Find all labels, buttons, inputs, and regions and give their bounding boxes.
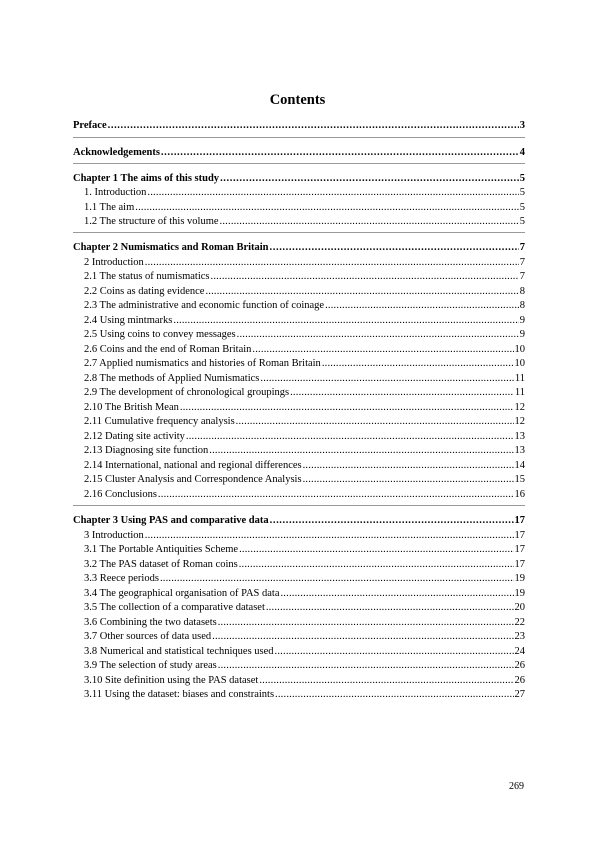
toc-chapter-entry[interactable] — [73, 241, 525, 254]
toc-entry-label: 2.16 Conclusions — [84, 489, 157, 500]
toc-dot-leader — [205, 285, 518, 298]
toc-entry-page: 11 — [514, 387, 525, 398]
toc-dot-leader — [270, 241, 519, 254]
toc-section-entry[interactable] — [73, 659, 525, 672]
toc-dot-leader — [108, 119, 519, 132]
toc-entry-page: 9 — [519, 329, 525, 340]
toc-entry-label: 3.9 The selection of study areas — [84, 660, 217, 671]
toc-section-entry[interactable] — [73, 386, 525, 399]
section-divider — [73, 137, 525, 138]
toc-chapter-entry[interactable] — [73, 514, 525, 527]
toc-entry-label: 2.6 Coins and the end of Roman Britain — [84, 344, 252, 355]
toc-entry-label: 3.2 The PAS dataset of Roman coins — [84, 559, 238, 570]
toc-section-entry[interactable] — [73, 616, 525, 629]
toc-entry-label: 2.1 The status of numismatics — [84, 271, 210, 282]
toc-dot-leader — [173, 314, 518, 327]
toc-dot-leader — [237, 328, 519, 341]
toc-entry-label: 2.14 International, national and regional differences — [84, 460, 302, 471]
toc-dot-leader — [220, 215, 519, 228]
toc-section-entry[interactable] — [73, 543, 525, 556]
toc-dot-leader — [211, 270, 519, 283]
section-divider — [73, 163, 525, 164]
toc-entry-page: 5 — [519, 216, 525, 227]
toc-dot-leader — [322, 357, 514, 370]
toc-section-entry[interactable] — [73, 674, 525, 687]
toc-dot-leader — [147, 186, 518, 199]
toc-entry-label: 2.3 The administrative and economic function of coinage — [84, 300, 325, 311]
toc-entry-page: 11 — [514, 373, 525, 384]
toc-section-entry[interactable] — [73, 601, 525, 614]
toc-entry-label: 2.7 Applied numismatics and histories of Roman Britain — [84, 358, 321, 369]
toc-section-entry[interactable] — [73, 372, 525, 385]
toc-dot-leader — [158, 488, 514, 501]
toc-entry-page: 5 — [519, 202, 525, 213]
toc-entry-label: 2.13 Diagnosing site function — [84, 445, 209, 456]
toc-entry-page: 26 — [514, 660, 525, 671]
toc-section-entry[interactable] — [73, 558, 525, 571]
toc-entry-label: 3 Introduction — [84, 530, 144, 541]
toc-entry-label: 3.1 The Portable Antiquities Scheme — [84, 544, 239, 555]
toc-entry-label: 3.10 Site definition using the PAS dataset — [84, 675, 259, 686]
toc-dot-leader — [303, 473, 514, 486]
toc-entry-page: 8 — [519, 286, 525, 297]
toc-entry-label: 2.10 The British Mean — [84, 402, 179, 413]
toc-entry-label: 2.11 Cumulative frequency analysis — [84, 416, 235, 427]
toc-section-entry[interactable] — [73, 215, 525, 228]
toc-entry-page: 16 — [514, 489, 525, 500]
toc-entry-label: 2.9 The development of chronological groupings — [84, 387, 290, 398]
toc-entry-label: 3.6 Combining the two datasets — [84, 617, 217, 628]
section-divider — [73, 232, 525, 233]
toc-entry-page: 19 — [514, 573, 525, 584]
toc-entry-label: Preface — [73, 120, 107, 131]
toc-dot-leader — [145, 529, 514, 542]
toc-section-entry[interactable] — [73, 488, 525, 501]
toc-entry-label: 2.8 The methods of Applied Numismatics — [84, 373, 260, 384]
toc-section-entry[interactable] — [73, 256, 525, 269]
toc-section-entry[interactable] — [73, 430, 525, 443]
toc-chapter-entry[interactable] — [73, 146, 525, 159]
toc-entry-page: 19 — [514, 588, 525, 599]
toc-dot-leader — [180, 401, 514, 414]
toc-entry-page: 22 — [514, 617, 525, 628]
toc-entry-page: 7 — [519, 242, 525, 253]
toc-dot-leader — [145, 256, 519, 269]
toc-dot-leader — [161, 146, 519, 159]
toc-section-entry[interactable] — [73, 630, 525, 643]
toc-entry-label: 2.15 Cluster Analysis and Correspondence Analysis — [84, 474, 302, 485]
toc-dot-leader — [135, 201, 518, 214]
toc-entry-page: 13 — [514, 431, 525, 442]
toc-entry-page: 24 — [514, 646, 525, 657]
toc-entry-page: 15 — [514, 474, 525, 485]
toc-dot-leader — [266, 601, 514, 614]
toc-dot-leader — [259, 674, 513, 687]
toc-entry-label: Chapter 3 Using PAS and comparative data — [73, 515, 269, 526]
toc-entry-page: 17 — [514, 515, 525, 526]
toc-entry-page: 12 — [514, 416, 525, 427]
toc-entry-page: 20 — [514, 602, 525, 613]
toc-entry-page: 10 — [514, 344, 525, 355]
toc-section-entry[interactable] — [73, 401, 525, 414]
toc-entry-page: 14 — [514, 460, 525, 471]
toc-section-entry[interactable] — [73, 587, 525, 600]
toc-section-entry[interactable] — [73, 299, 525, 312]
toc-entry-label: Acknowledgements — [73, 147, 160, 158]
toc-entry-label: 3.11 Using the dataset: biases and constraints — [84, 689, 275, 700]
toc-section-entry[interactable] — [73, 415, 525, 428]
toc-entry-label: 2 Introduction — [84, 257, 144, 268]
toc-dot-leader — [160, 572, 514, 585]
toc-entry-label: 3.3 Reece periods — [84, 573, 159, 584]
toc-section-entry[interactable] — [73, 270, 525, 283]
toc-dot-leader — [218, 616, 514, 629]
toc-entry-page: 12 — [514, 402, 525, 413]
toc-entry-label: Chapter 1 The aims of this study — [73, 173, 220, 184]
toc-entry-label: 3.7 Other sources of data used — [84, 631, 212, 642]
toc-section-entry[interactable] — [73, 343, 525, 356]
toc-section-entry[interactable] — [73, 688, 525, 701]
page-title: Contents — [269, 92, 326, 108]
toc-entry-page: 13 — [514, 445, 525, 456]
toc-section-entry[interactable] — [73, 459, 525, 472]
toc-dot-leader — [275, 645, 514, 658]
toc-entry-page: 26 — [514, 675, 525, 686]
toc-dot-leader — [186, 430, 514, 443]
toc-dot-leader — [303, 459, 514, 472]
toc-entry-page: 17 — [514, 530, 525, 541]
toc-section-entry[interactable] — [73, 444, 525, 457]
toc-dot-leader — [260, 372, 514, 385]
toc-entry-page: 7 — [519, 271, 525, 282]
toc-dot-leader — [252, 343, 513, 356]
toc-dot-leader — [325, 299, 519, 312]
toc-entry-page: 17 — [514, 559, 525, 570]
toc-dot-leader — [275, 688, 513, 701]
toc-entry-page: 7 — [519, 257, 525, 268]
toc-entry-label: 3.4 The geographical organisation of PAS data — [84, 588, 280, 599]
toc-dot-leader — [280, 587, 513, 600]
toc-entry-label: 2.5 Using coins to convey messages — [84, 329, 236, 340]
toc-section-entry[interactable] — [73, 357, 525, 370]
toc-section-entry[interactable] — [73, 529, 525, 542]
toc-entry-page: 17 — [514, 544, 525, 555]
toc-entry-label: 1.2 The structure of this volume — [84, 216, 219, 227]
toc-dot-leader — [212, 630, 513, 643]
toc-entry-page: 23 — [514, 631, 525, 642]
toc-dot-leader — [270, 514, 514, 527]
toc-dot-leader — [290, 386, 514, 399]
toc-entry-label: 2.2 Coins as dating evidence — [84, 286, 205, 297]
toc-entry-label: Chapter 2 Numismatics and Roman Britain — [73, 242, 269, 253]
toc-chapter-entry[interactable] — [73, 119, 525, 132]
toc-dot-leader — [218, 659, 514, 672]
toc-section-entry[interactable] — [73, 473, 525, 486]
toc-section-entry[interactable] — [73, 572, 525, 585]
toc-entry-page: 10 — [514, 358, 525, 369]
toc-entry-page: 4 — [519, 147, 525, 158]
toc-entry-page: 8 — [519, 300, 525, 311]
toc-entry-label: 2.4 Using mintmarks — [84, 315, 173, 326]
toc-dot-leader — [239, 558, 514, 571]
page-number: 269 — [509, 781, 524, 792]
toc-entry-label: 3.8 Numerical and statistical techniques used — [84, 646, 274, 657]
toc-section-entry[interactable] — [73, 186, 525, 199]
toc-section-entry[interactable] — [73, 328, 525, 341]
toc-section-entry[interactable] — [73, 314, 525, 327]
toc-dot-leader — [239, 543, 513, 556]
toc-section-entry[interactable] — [73, 285, 525, 298]
section-divider — [73, 505, 525, 506]
toc-dot-leader — [209, 444, 513, 457]
toc-entry-page: 9 — [519, 315, 525, 326]
toc-section-entry[interactable] — [73, 645, 525, 658]
toc-entry-label: 3.5 The collection of a comparative dataset — [84, 602, 265, 613]
toc-section-entry[interactable] — [73, 201, 525, 214]
toc-chapter-entry[interactable] — [73, 172, 525, 185]
toc-entry-label: 1. Introduction — [84, 187, 147, 198]
toc-dot-leader — [236, 415, 514, 428]
toc-dot-leader — [220, 172, 519, 185]
toc-entry-page: 3 — [519, 120, 525, 131]
toc-entry-label: 2.12 Dating site activity — [84, 431, 185, 442]
toc-entry-page: 27 — [514, 689, 525, 700]
toc-entry-page: 5 — [519, 173, 525, 184]
toc-entry-page: 5 — [519, 187, 525, 198]
toc-entry-label: 1.1 The aim — [84, 202, 135, 213]
